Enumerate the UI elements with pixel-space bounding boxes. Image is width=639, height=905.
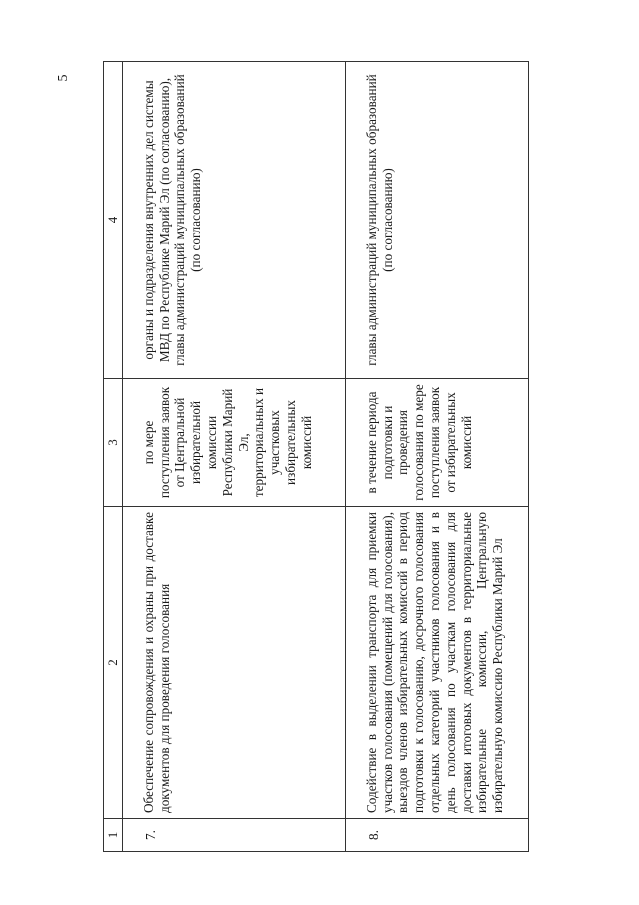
column-header-1: 1 xyxy=(104,819,123,852)
row-responsible: органы и подразделения внутренних дел системы МВД по Республике Марий Эл (по согласованию), главы администраций муниципальных образований (по согласованию) xyxy=(122,62,345,379)
measures-table xyxy=(103,61,529,852)
column-header-3: 3 xyxy=(104,379,123,507)
row-number: 8. xyxy=(345,819,528,852)
row-timing: в течение периода подготовки и проведения голосования по мере поступления заявок от избирательных комиссий xyxy=(345,379,528,507)
table-header-row xyxy=(104,62,123,852)
document-sheet xyxy=(103,62,528,852)
row-responsible: главы администраций муниципальных образований (по согласованию) xyxy=(345,62,528,379)
row-action: Содействие в выделении транспорта для приемки участков голосования (помещений для голосования), выездов членов избирательных комиссий в период подготовки к голосованию, досрочного голосования отдельных категорий участников голосования и в день голосования по участкам голосования для доставки итоговых документов в территориальные избирательные комиссии, Центральную избирательную комиссию Республики Марий Эл xyxy=(345,507,528,819)
row-timing: по мере поступления заявок от Центральной избирательной комиссии Республики Марий Эл, территориальных и участковых избирательных комиссий xyxy=(122,379,345,507)
table-row xyxy=(122,62,345,852)
column-header-4: 4 xyxy=(104,62,123,379)
row-number: 7. xyxy=(122,819,345,852)
column-header-2: 2 xyxy=(104,507,123,819)
row-action: Обеспечение сопровождения и охраны при доставке документов для проведения голосования xyxy=(122,507,345,819)
page-number: 5 xyxy=(56,74,71,82)
table-row xyxy=(345,62,528,852)
